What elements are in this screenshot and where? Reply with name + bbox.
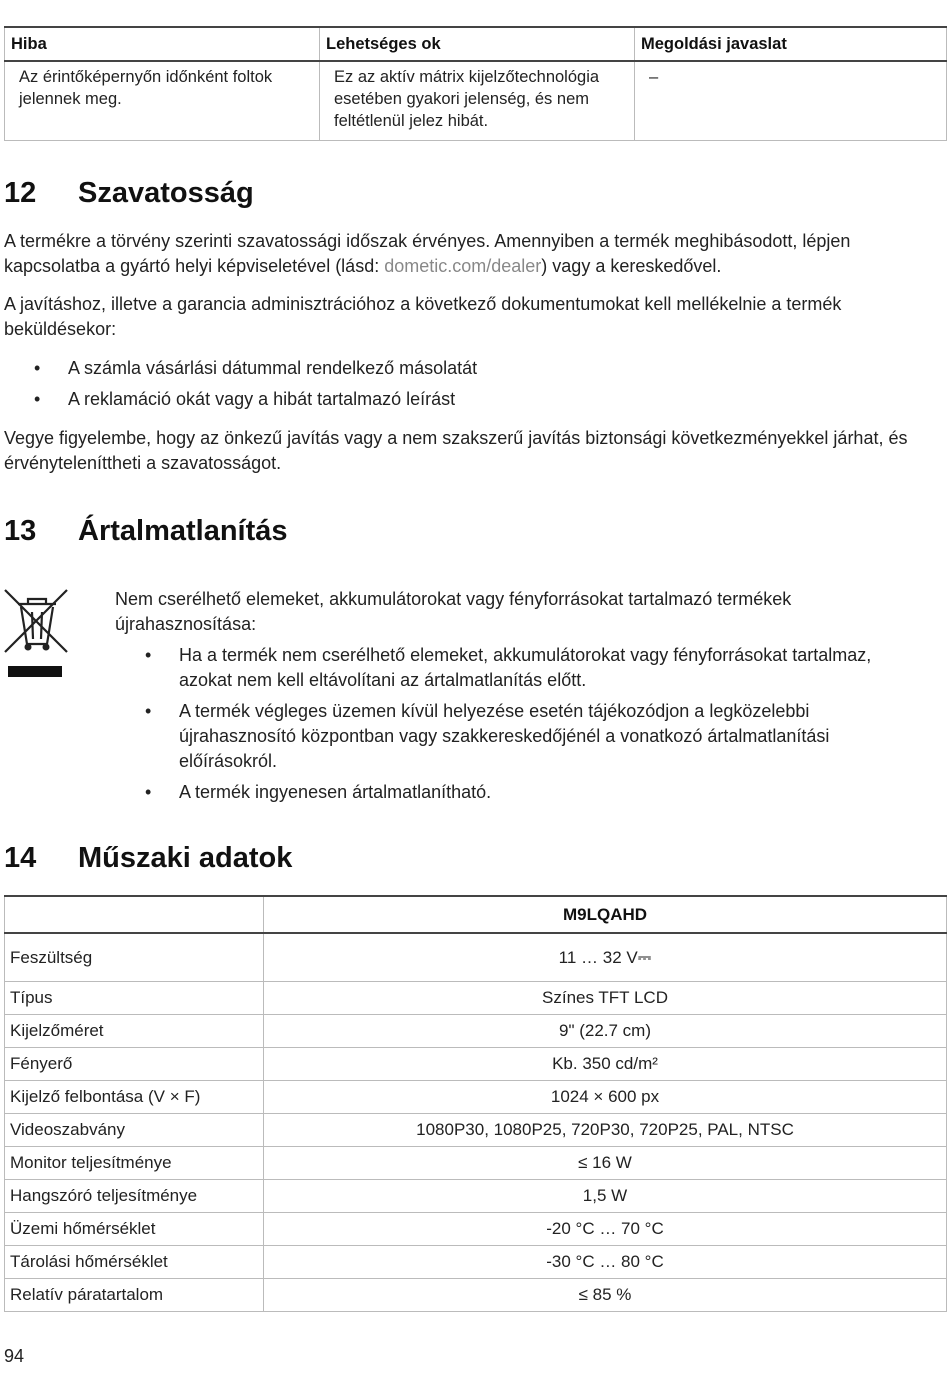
table-row [5, 1015, 947, 1048]
row-label: Kijelző felbontása (V × F) [5, 1081, 264, 1114]
troubleshooting-table [4, 26, 947, 141]
row-label: Hangszóró teljesítménye [5, 1180, 264, 1213]
header-cause: Lehetséges ok [320, 27, 635, 61]
section-number: 13 [4, 515, 37, 547]
row-value: -30 °C … 80 °C [264, 1246, 947, 1279]
warranty-text: A termékre a törvény szerinti szavatossági időszak érvényes. Amennyiben a termék meghibásodott, lépjen kapcsolatba a gyártó helyi képviseletével (lásd: [4, 231, 851, 276]
row-value: 1080P30, 1080P25, 720P30, 720P25, PAL, NTSC [264, 1114, 947, 1147]
table-row [5, 61, 947, 141]
cause-cell: Ez az aktív mátrix kijelzőtechnológia esetében gyakori jelenség, és nem feltétlenül jelez hibát. [320, 61, 635, 141]
crossed-out-wheelie-bin-icon [4, 588, 68, 680]
warranty-paragraph-3: Vegye figyelembe, hogy az önkezű javítás vagy a nem szakszerű javítás biztonsági következményekkel járhat, és érvényteleníttheti a szavatosságot. [4, 428, 908, 473]
row-value: ≤ 16 W [264, 1147, 947, 1180]
technical-data-table [4, 895, 947, 1312]
warranty-list [4, 356, 924, 412]
section-heading-warranty [4, 175, 254, 211]
troubleshooting-header-row [5, 27, 947, 61]
table-row [5, 1213, 947, 1246]
model-header: M9LQAHD [264, 896, 947, 933]
row-label: Relatív páratartalom [5, 1279, 264, 1312]
section-title: Ártalmatlanítás [78, 515, 288, 547]
warranty-paragraph-1 [4, 229, 934, 279]
section-heading-technical [4, 840, 292, 876]
row-value: 9" (22.7 cm) [264, 1015, 947, 1048]
table-row [5, 933, 947, 982]
row-value: 11 … 32 V⎓ [264, 933, 947, 982]
list-item: • A termék ingyenesen ártalmatlanítható. [115, 780, 905, 805]
disposal-intro: Nem cserélhető elemeket, akkumulátorokat vagy fényforrásokat tartalmazó termékek újrahasznosítása: [115, 589, 792, 634]
row-label: Monitor teljesítménye [5, 1147, 264, 1180]
row-value: -20 °C … 70 °C [264, 1213, 947, 1246]
row-value: ≤ 85 % [264, 1279, 947, 1312]
row-value: 1,5 W [264, 1180, 947, 1213]
section-title: Műszaki adatok [78, 842, 293, 874]
table-row [5, 1048, 947, 1081]
row-label: Üzemi hőmérséklet [5, 1213, 264, 1246]
remedy-cell: – [635, 61, 947, 141]
section-title: Szavatosság [78, 177, 254, 209]
row-value: Színes TFT LCD [264, 982, 947, 1015]
row-label: Videoszabvány [5, 1114, 264, 1147]
header-remedy: Megoldási javaslat [635, 27, 947, 61]
row-label: Kijelzőméret [5, 1015, 264, 1048]
list-item: • A reklamáció okát vagy a hibát tartalmazó leírást [4, 387, 924, 412]
table-row [5, 982, 947, 1015]
row-value: Kb. 350 cd/m² [264, 1048, 947, 1081]
table-row [5, 1114, 947, 1147]
header-fault: Hiba [5, 27, 320, 61]
section-heading-disposal [4, 513, 288, 549]
technical-header-row [5, 896, 947, 933]
table-row [5, 1081, 947, 1114]
list-item: • A termék végleges üzemen kívül helyezése esetén tájékozódjon a legközelebbi újrahasznosító központban vagy szakkereskedőjénél a vonatkozó ártalmatlanítási előírásokról. [115, 699, 905, 774]
row-label: Fényerő [5, 1048, 264, 1081]
list-item: • Ha a termék nem cserélhető elemeket, akkumulátorokat vagy fényforrásokat tartalmaz, azokat nem kell eltávolítani az ártalmatlanítás előtt. [115, 643, 905, 693]
warranty-text-end: ) vagy a kereskedővel. [541, 256, 722, 276]
list-item: • A számla vásárlási dátummal rendelkező másolatát [4, 356, 924, 381]
warranty-paragraph-2: A javításhoz, illetve a garancia adminisztrációhoz a következő dokumentumokat kell mellékelnie a termék beküldésekor: [4, 294, 842, 339]
table-row [5, 1147, 947, 1180]
row-label: Feszültség [5, 933, 264, 982]
page-number: 94 [4, 1346, 25, 1366]
row-value: 1024 × 600 px [264, 1081, 947, 1114]
dealer-link[interactable]: dometic.com/dealer [384, 256, 542, 276]
section-number: 12 [4, 177, 37, 209]
header-empty [5, 896, 264, 933]
table-row [5, 1246, 947, 1279]
fault-cell: Az érintőképernyőn időnként foltok jelennek meg. [5, 61, 320, 141]
disposal-list [115, 643, 905, 811]
row-label: Típus [5, 982, 264, 1015]
table-row [5, 1180, 947, 1213]
table-row [5, 1279, 947, 1312]
row-label: Tárolási hőmérséklet [5, 1246, 264, 1279]
section-number: 14 [4, 842, 37, 874]
